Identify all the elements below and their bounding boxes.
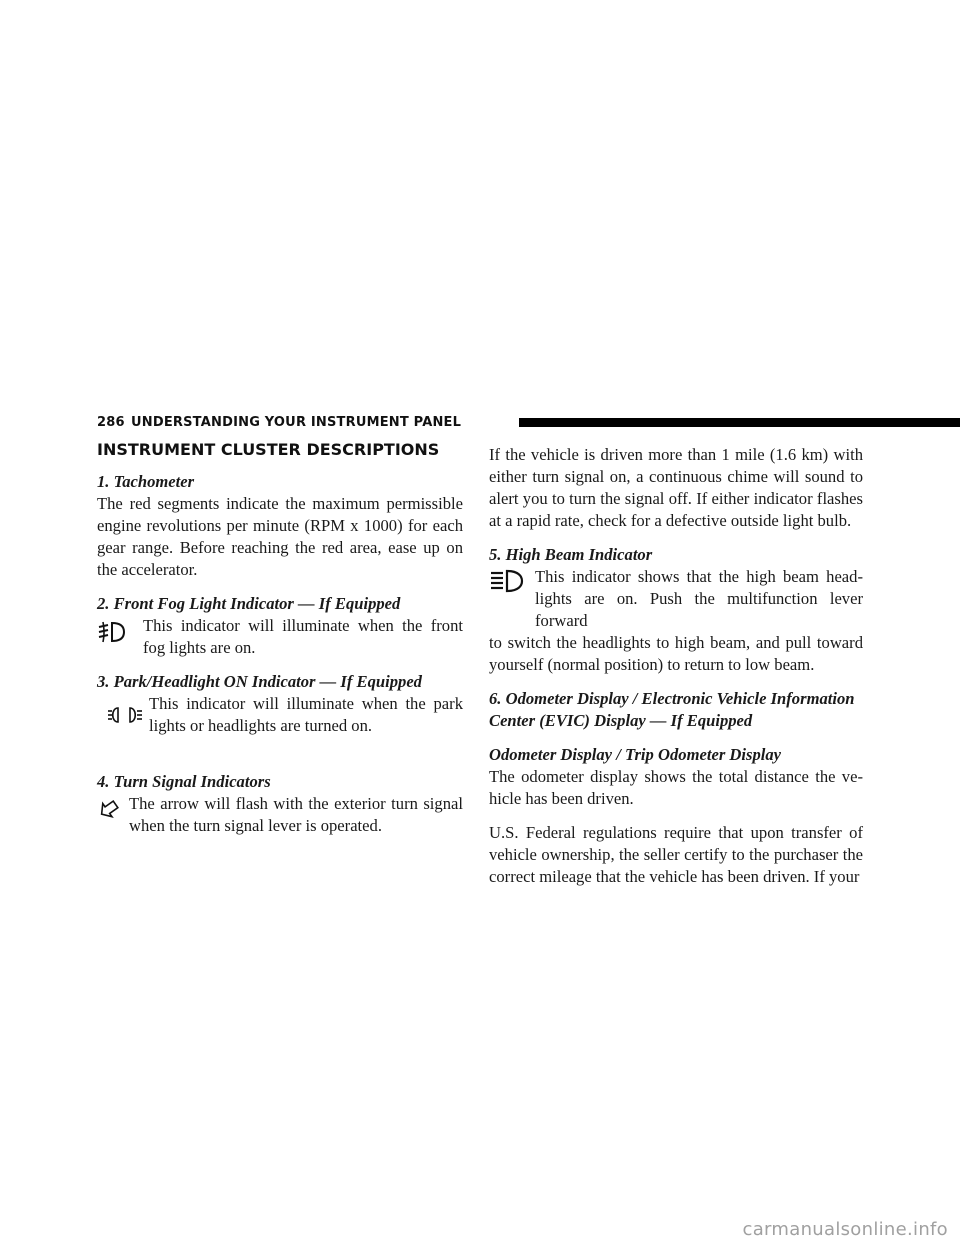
- high-beam-text-a: This indicator shows that the high beam head-lights are on. Push the multifunction lever forward: [535, 567, 863, 630]
- park-light-title: 3. Park/Headlight ON Indicator — If Equipped: [97, 672, 422, 691]
- high-beam-text-b: to switch the headlights to high beam, and pull toward yourself (normal position) to return to low beam.: [489, 633, 863, 674]
- turn-signal-text: The arrow will flash with the exterior turn signal when the turn signal lever is operated.: [129, 794, 463, 835]
- fog-light-section: [97, 593, 463, 659]
- park-light-section: [97, 671, 463, 737]
- tachometer-text: The red segments indicate the maximum permissible engine revolutions per minute (RPM x 1000) for each gear range. Before reaching the red area, ease up on the accelerator.: [97, 494, 463, 579]
- turn-signal-title: 4. Turn Signal Indicators: [97, 772, 271, 791]
- page-number: 286: [97, 415, 125, 430]
- fog-light-title: 2. Front Fog Light Indicator — If Equipped: [97, 594, 401, 613]
- odometer-evic-title: 6. Odometer Display / Electronic Vehicle Information Center (EVIC) Display — If Equipped: [489, 689, 855, 730]
- header-rule: [519, 418, 960, 427]
- fog-light-text: This indicator will illuminate when the front fog lights are on.: [143, 616, 463, 657]
- park-light-text: This indicator will illuminate when the park lights or headlights are turned on.: [149, 694, 463, 735]
- high-beam-section: [489, 544, 863, 676]
- page-header: [97, 415, 865, 431]
- right-column: [489, 444, 863, 900]
- section-title: INSTRUMENT CLUSTER DESCRIPTIONS: [97, 440, 440, 459]
- turn-signal-continued-text: If the vehicle is driven more than 1 mile (1.6 km) with either turn signal on, a continuous chime will sound to alert you to turn the signal off. If either indicator flashes at a rapid rate, check for a defective outside light bulb.: [489, 445, 863, 530]
- odometer-title: Odometer Display / Trip Odometer Display: [489, 745, 782, 764]
- fog-light-icon: [97, 619, 127, 645]
- header-title: UNDERSTANDING YOUR INSTRUMENT PANEL: [131, 415, 462, 430]
- federal-regulations-section: [489, 822, 863, 888]
- turn-signal-icon: [97, 797, 121, 823]
- high-beam-title: 5. High Beam Indicator: [489, 545, 653, 564]
- odometer-section: [489, 744, 863, 810]
- left-column: [97, 440, 463, 849]
- park-light-icon: [107, 705, 143, 725]
- turn-signal-continued: [489, 444, 863, 532]
- federal-regulations-text: U.S. Federal regulations require that upon transfer of vehicle ownership, the seller certify to the purchaser the correct mileage that the vehicle has been driven. If your: [489, 823, 863, 886]
- tachometer-title: 1. Tachometer: [97, 472, 195, 491]
- turn-signal-section: [97, 771, 463, 837]
- odometer-evic-section: [489, 688, 863, 732]
- tachometer-section: [97, 471, 463, 581]
- odometer-text: The odometer display shows the total distance the ve-hicle has been driven.: [489, 767, 863, 808]
- watermark: carmanualsonline.info: [742, 1219, 948, 1240]
- high-beam-icon: [489, 568, 525, 594]
